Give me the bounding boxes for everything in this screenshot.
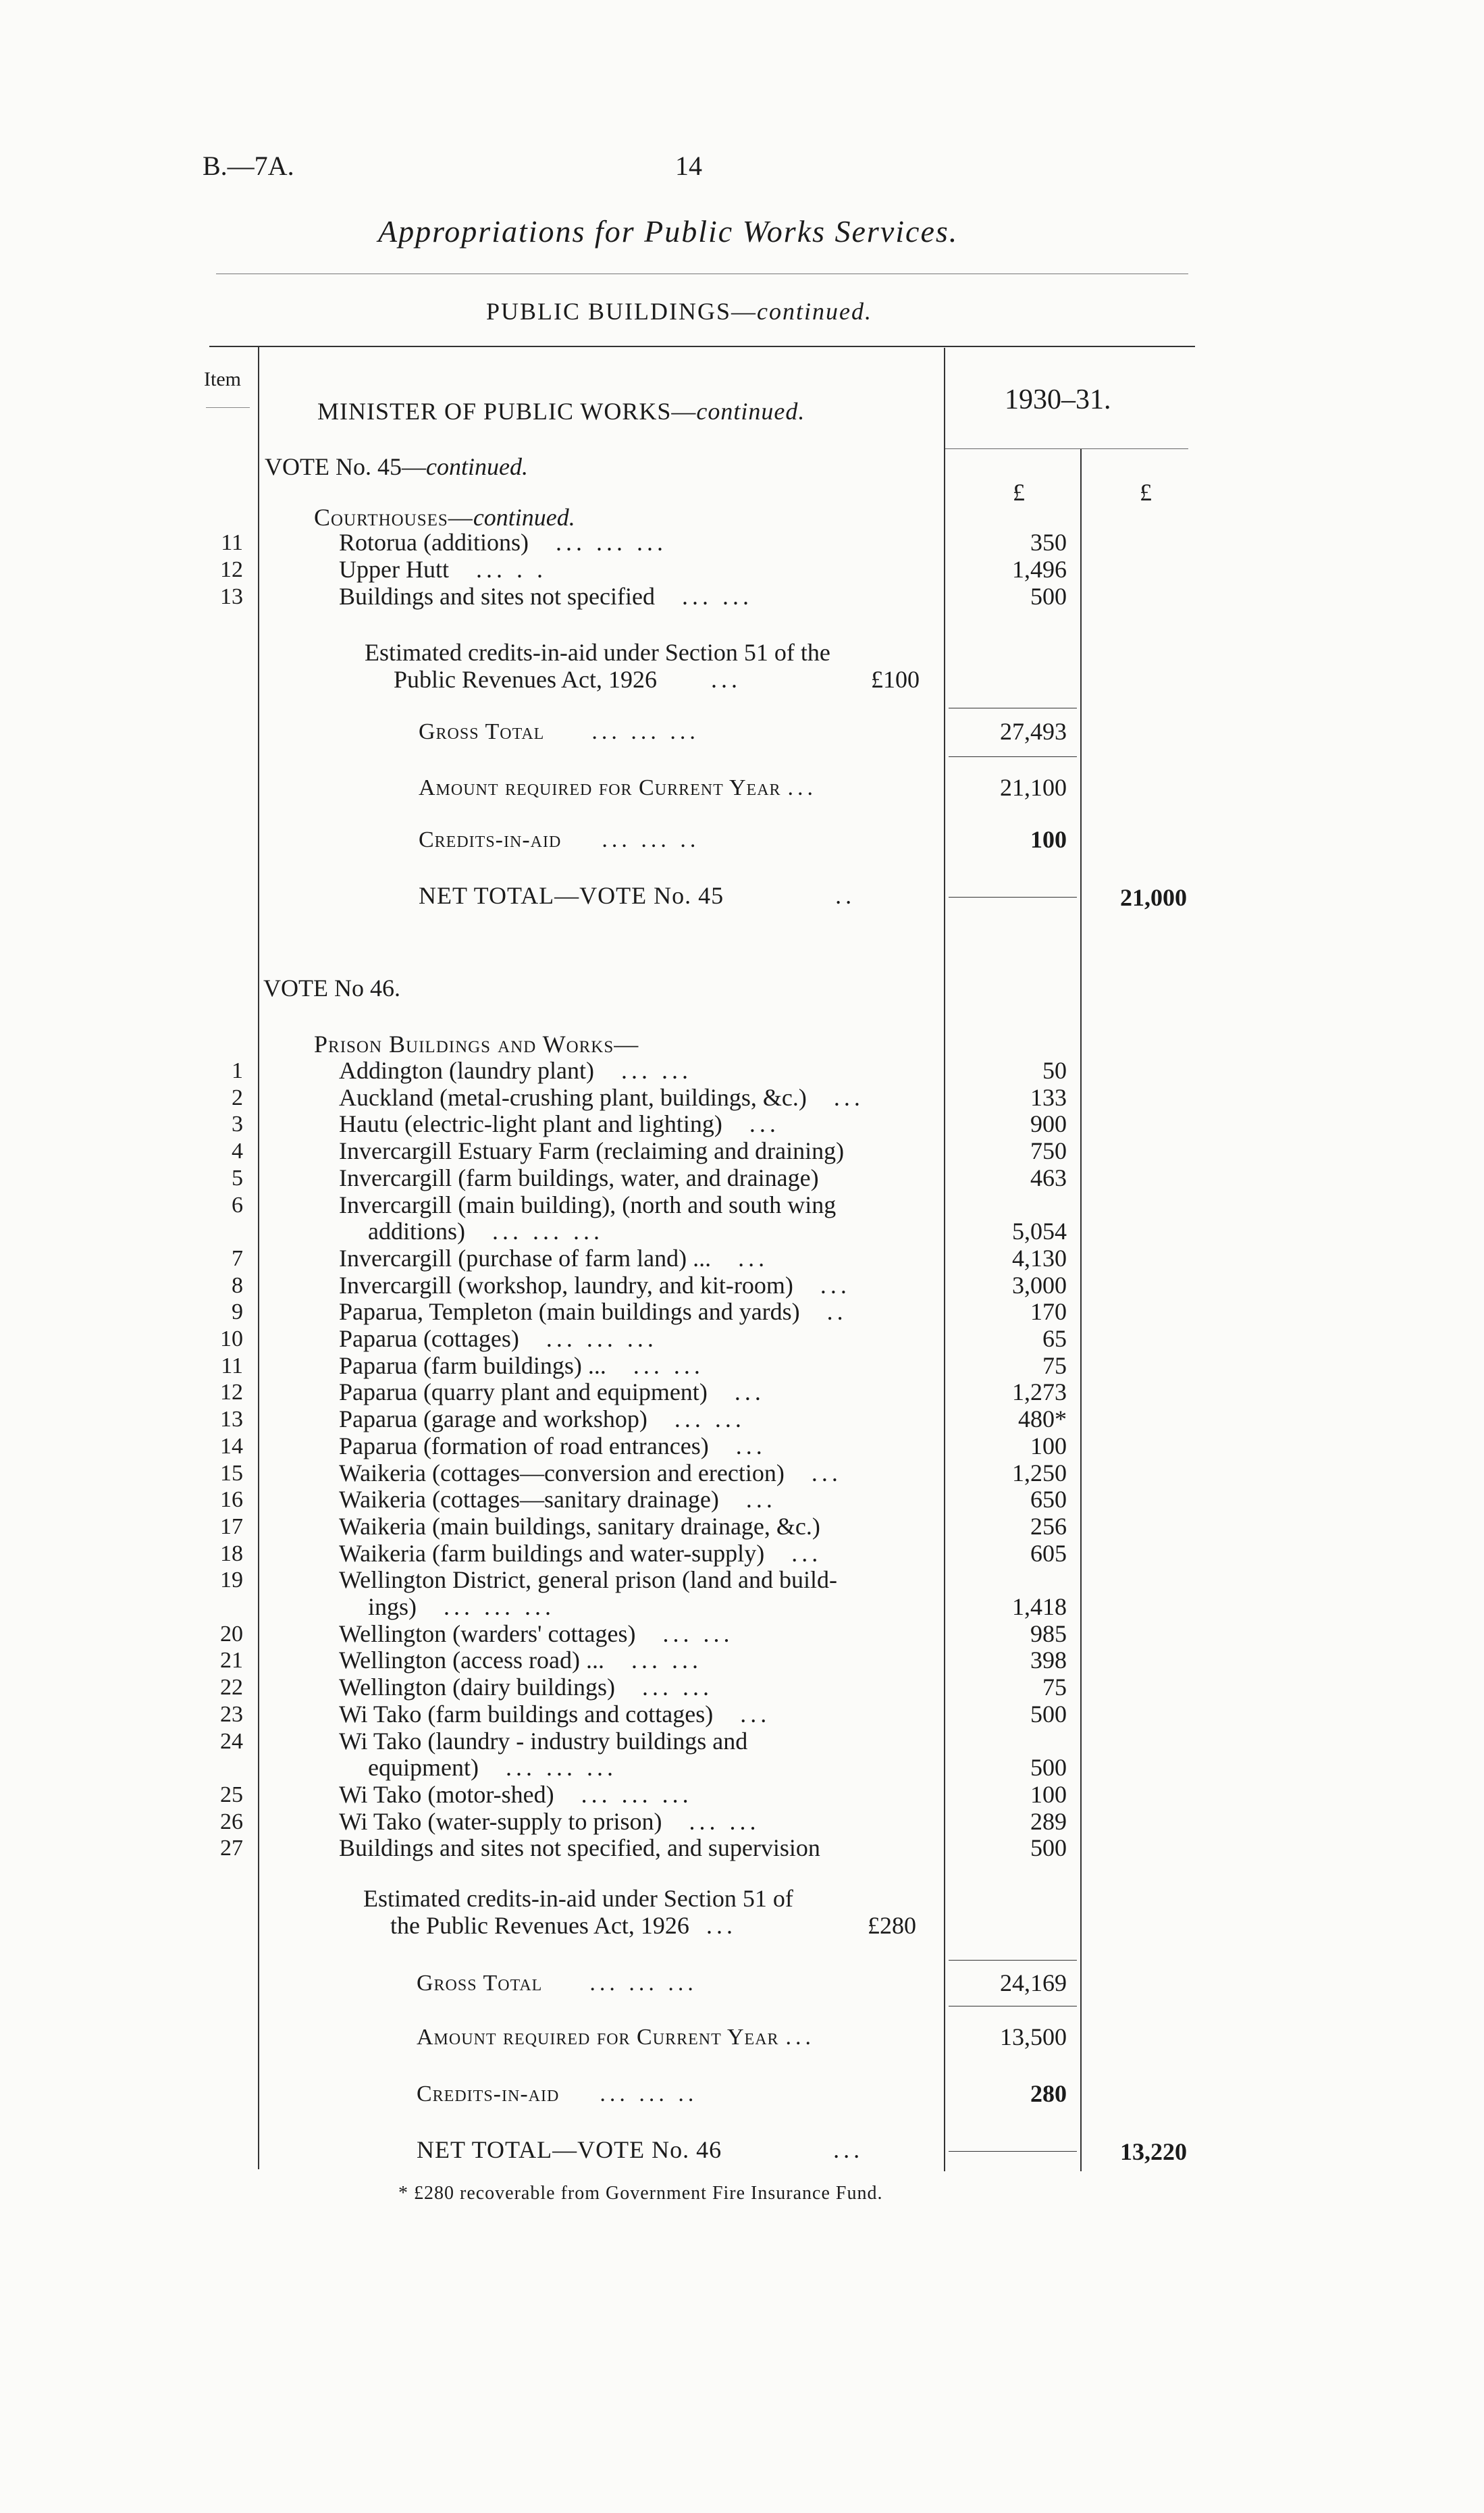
vote46-item-text: Waikeria (main buildings, sanitary drainage, &c.) [339,1512,820,1540]
vote46-item-number: 21 [220,1648,243,1674]
vote46-item-number: 22 [220,1675,243,1701]
vote46-item-dots: ... ... ... [505,1754,617,1782]
vote46-item-dots: ... ... [631,1647,702,1674]
vote45-credits-note-text: Public Revenues Act, 1926 [394,666,657,693]
vote46-item-text: Paparua (quarry plant and equipment) [339,1378,708,1406]
vote46-item-description [339,1646,702,1674]
vote46-item-description [339,1297,847,1326]
vote46-item-description [339,1459,842,1487]
vote46-item-amount: 605 [1030,1539,1067,1567]
vote46-net-amount: 13,220 [1120,2138,1187,2165]
vote46-item-description [339,1137,844,1165]
vote46-item-dots: ... [749,1110,780,1138]
vote46-item-text: Paparua (cottages) [339,1325,519,1352]
vote45-item-amount: 500 [1030,583,1067,610]
vote46-item-amount: 463 [1030,1164,1067,1191]
vote46-item-description [339,1834,820,1862]
vote45-required-amount: 21,100 [1000,774,1067,801]
section-heading [486,297,872,326]
vote46-item-amount: 170 [1030,1298,1067,1326]
vote46-item-number: 9 [232,1299,243,1325]
vote45-item-description [339,582,753,611]
vote46-item-amount: 900 [1030,1110,1067,1138]
table-top-rule [209,346,1195,347]
vote45-item-number: 11 [221,530,243,555]
section-continued: continued. [757,298,872,325]
vote46-item-text: Buildings and sites not specified, and supervision [339,1834,820,1862]
vote46-item-text: Wellington (warders' cottages) [339,1620,636,1647]
vote45-item-dots: ... . . [475,556,547,583]
vote46-item-description [339,1727,747,1755]
vote46-item-description [339,1807,760,1836]
vote46-item-description [339,1485,776,1513]
vote45-item-amount: 350 [1030,529,1067,556]
vote46-item-description [339,1351,704,1380]
vote46-item-description [339,1110,780,1138]
vote46-credits-note-line2 [390,1911,737,1940]
courthouses-subheading [314,503,575,532]
vote46-item-text: Wellington District, general prison (land and build- [339,1566,837,1594]
vote46-item-number: 14 [220,1433,243,1459]
vote45-gross-label [419,719,699,745]
vote45-credits-text: Credits-in-aid [419,827,562,852]
vote46-item-dots: ... ... [633,1351,704,1379]
vote46-item-amount: 289 [1030,1807,1067,1835]
pound-symbol-total: £ [1140,479,1152,506]
vote46-item-dots: ... [811,1459,842,1486]
minister-label: MINISTER OF PUBLIC WORKS— [317,398,697,425]
vote46-item-description [339,1191,836,1219]
vote45-net-text: NET TOTAL—VOTE No. 45 [419,882,724,909]
vote46-item-description [368,1217,604,1245]
vote46-item-number: 15 [220,1460,243,1486]
vote46-item-text: Wi Tako (laundry - industry buildings and [339,1727,748,1755]
vote46-item-dots: ... ... [620,1057,692,1084]
vote45-net-label [419,881,855,910]
vote46-item-dots: ... ... ... [581,1780,693,1808]
vote46-item-amount: 1,273 [1012,1378,1067,1406]
vote46-net-label [417,2135,864,2164]
vote46-item-text: Invercargill (main building), (north and south wing [339,1191,837,1218]
minister-continued: continued. [696,398,805,425]
vote46-item-number: 16 [220,1487,243,1513]
vote45-heading [265,452,528,481]
vote45-credits-dots: ... ... .. [602,827,700,852]
vote46-item-amount: 1,418 [1012,1593,1067,1620]
document-code: B.—7A. [203,151,294,181]
vote46-item-text: ings) [368,1593,417,1620]
vote46-item-amount: 100 [1030,1780,1067,1808]
vote46-item-text: Paparua (formation of road entrances) [339,1432,709,1459]
vote46-item-amount: 65 [1042,1325,1067,1352]
vote46-item-number: 1 [232,1058,243,1083]
item-header-rule [206,407,250,408]
vote46-item-number: 7 [232,1245,243,1271]
vote45-item-dots: ... ... [681,583,753,610]
section-label: PUBLIC BUILDINGS— [486,298,758,325]
item-column-rule [258,346,259,2169]
vote46-item-text: Wi Tako (motor-shed) [339,1780,554,1808]
vote46-item-number: 23 [220,1701,243,1727]
vote46-item-number: 3 [232,1112,243,1137]
vote46-item-amount: 5,054 [1012,1218,1067,1245]
vote46-item-text: Waikeria (cottages—conversion and erection) [339,1459,785,1486]
vote46-item-number: 24 [220,1728,243,1754]
vote46-item-description [339,1565,837,1594]
vote45-continued: continued. [425,453,528,480]
year-rule [945,448,1188,449]
page-title: Appropriations for Public Works Services. [378,214,959,249]
vote46-item-description [339,1512,820,1540]
vote46-credits-text: Credits-in-aid [417,2081,560,2106]
vote46-credits-label [417,2081,697,2107]
vote46-item-description [368,1592,555,1621]
vote45-gross-dots: ... ... ... [591,719,699,744]
vote46-item-number: 25 [220,1782,243,1807]
vote46-item-number: 12 [220,1380,243,1405]
vote46-item-dots: ... [740,1700,771,1728]
vote45-required-text: Amount required for Current Year [419,775,781,800]
total-column-rule [1080,449,1082,2171]
vote46-item-dots: ... ... [662,1620,734,1647]
vote46-item-text: Paparua (garage and workshop) [339,1405,647,1433]
vote46-item-description [339,1244,768,1272]
vote45-item-description [339,528,667,556]
vote46-required-amount: 13,500 [1000,2023,1067,2050]
vote46-item-amount: 50 [1042,1057,1067,1084]
vote45-required-rule [949,756,1077,757]
vote46-item-amount: 650 [1030,1486,1067,1513]
vote45-net-dots: .. [835,882,856,909]
vote46-item-description [339,1780,693,1809]
item-column-header: Item [204,368,241,390]
vote46-item-text: Wi Tako (farm buildings and cottages) [339,1700,714,1728]
prison-works-subheading: Prison Buildings and Works— [314,1031,639,1058]
vote46-item-text: Wellington (dairy buildings) [339,1674,616,1701]
vote46-item-text: Waikeria (farm buildings and water-supply) [339,1539,765,1567]
vote46-item-number: 6 [232,1192,243,1218]
vote46-gross-dots: ... ... ... [589,1971,697,1996]
vote46-item-amount: 480* [1018,1405,1067,1433]
vote46-item-description [339,1271,851,1299]
year-header: 1930–31. [1005,384,1111,415]
vote46-item-number: 27 [220,1836,243,1861]
vote46-net-rule [949,2151,1077,2152]
vote46-item-amount: 398 [1030,1647,1067,1674]
vote46-item-amount: 500 [1030,1754,1067,1782]
vote46-item-text: Hautu (electric-light plant and lighting) [339,1110,722,1138]
vote46-item-amount: 100 [1030,1432,1067,1459]
vote46-gross-text: Gross Total [417,1971,543,1996]
vote45-gross-amount: 27,493 [1000,718,1067,745]
vote46-item-description [339,1620,733,1648]
vote46-item-amount: 4,130 [1012,1244,1067,1272]
vote46-item-dots: ... [791,1539,822,1567]
vote46-item-text: Invercargill (workshop, laundry, and kit-room) [339,1271,793,1299]
vote45-credits-note-dots: ... [710,666,741,693]
vote46-item-amount: 500 [1030,1834,1067,1862]
vote45-item-dots: ... ... ... [555,529,667,556]
vote46-item-dots: ... [745,1486,776,1513]
vote46-item-description [339,1056,692,1085]
vote45-credits-note-amount: £100 [871,666,920,693]
vote46-item-number: 20 [220,1621,243,1647]
footnote: * £280 recoverable from Government Fire Insurance Fund. [398,2183,883,2204]
vote45-net-rule [949,897,1077,898]
vote46-gross-rule [949,1960,1077,1961]
page-number: 14 [675,151,702,181]
vote45-item-number: 12 [220,557,243,582]
pound-symbol-amount: £ [1013,479,1025,506]
vote45-label: VOTE No. 45— [265,453,426,480]
vote46-item-number: 19 [220,1568,243,1593]
vote46-item-description [339,1164,819,1192]
vote46-item-text: Auckland (metal-crushing plant, buildings, &c.) [339,1083,807,1111]
vote46-net-dots: ... [833,2136,864,2163]
vote46-credits-note-line1: Estimated credits-in-aid under Section 51 of [363,1885,793,1912]
vote46-item-number: 26 [220,1809,243,1834]
vote46-item-description [339,1673,713,1701]
vote46-item-description [339,1700,770,1728]
vote46-item-description [368,1753,617,1782]
vote45-gross-text: Gross Total [419,719,545,744]
vote45-required-label [419,775,817,801]
vote46-item-amount: 75 [1042,1674,1067,1701]
vote46-item-dots: ... [820,1271,851,1299]
vote46-item-amount: 750 [1030,1137,1067,1165]
vote46-item-text: Waikeria (cottages—sanitary drainage) [339,1486,719,1513]
vote46-item-number: 17 [220,1513,243,1539]
vote46-item-description [339,1432,766,1460]
vote46-item-amount: 500 [1030,1700,1067,1728]
vote46-item-number: 5 [232,1165,243,1191]
vote45-credits-amount: 100 [1030,826,1067,853]
vote45-credits-note-line2 [394,665,741,694]
vote46-item-dots: ... [734,1378,765,1406]
vote46-item-amount: 256 [1030,1512,1067,1540]
vote46-item-description [339,1324,658,1353]
vote45-required-dots: ... [787,775,818,800]
vote46-item-dots: ... ... ... [444,1593,555,1620]
vote45-item-text: Buildings and sites not specified [339,583,655,610]
minister-heading [317,397,805,425]
vote46-item-description [339,1405,745,1433]
vote46-required-dots: ... [785,2025,816,2050]
vote46-item-dots: ... [833,1083,864,1111]
vote46-required-text: Amount required for Current Year [417,2025,779,2050]
vote45-net-amount: 21,000 [1120,884,1187,911]
vote45-item-text: Upper Hutt [339,556,449,583]
vote45-item-description [339,555,547,584]
vote46-item-text: Invercargill (farm buildings, water, and drainage) [339,1164,819,1191]
vote46-item-dots: ... ... [642,1674,714,1701]
vote46-item-amount: 3,000 [1012,1271,1067,1299]
vote46-item-dots: ... ... ... [546,1325,658,1352]
vote46-credits-dots: ... ... .. [600,2081,698,2106]
vote46-item-text: Addington (laundry plant) [339,1057,594,1084]
vote46-item-text: Wellington (access road) ... [339,1647,604,1674]
vote46-required-label [417,2025,815,2050]
vote45-credits-label [419,827,699,853]
vote46-item-number: 13 [220,1407,243,1432]
vote46-item-amount: 985 [1030,1620,1067,1647]
vote46-credits-note-amount: £280 [868,1912,916,1939]
vote46-credits-note-dots: ... [706,1912,737,1939]
vote46-item-text: Invercargill Estuary Farm (reclaiming and draining) [339,1137,845,1165]
vote46-credits-note-text: the Public Revenues Act, 1926 [390,1912,689,1939]
vote46-item-description [339,1539,822,1568]
vote46-item-text: Paparua (farm buildings) ... [339,1351,606,1379]
vote46-item-number: 2 [232,1085,243,1110]
vote46-gross-label [417,1971,697,1996]
courthouses-continued: continued. [473,504,575,531]
vote46-item-amount: 75 [1042,1351,1067,1379]
vote46-item-amount: 1,250 [1012,1459,1067,1486]
vote46-item-dots: ... ... ... [492,1218,604,1245]
courthouses-label: Courthouses— [314,504,473,531]
vote46-item-number: 8 [232,1272,243,1298]
vote46-item-number: 11 [221,1353,243,1378]
vote46-item-text: Invercargill (purchase of farm land) ... [339,1244,712,1272]
vote46-item-dots: ... [738,1244,769,1272]
vote46-heading: VOTE No 46. [263,975,400,1002]
vote46-item-number: 4 [232,1139,243,1164]
vote46-item-amount: 133 [1030,1083,1067,1111]
vote46-item-description [339,1378,765,1406]
vote46-item-number: 10 [220,1326,243,1351]
vote46-item-dots: ... ... [689,1807,760,1835]
vote45-credits-note-line1: Estimated credits-in-aid under Section 51 of the [365,639,830,666]
vote45-item-number: 13 [220,584,243,609]
vote46-item-dots: .. [826,1298,847,1326]
vote45-item-text: Rotorua (additions) [339,529,529,556]
vote46-credits-amount: 280 [1030,2080,1067,2107]
vote46-item-text: Wi Tako (water-supply to prison) [339,1807,662,1835]
vote45-item-amount: 1,496 [1012,556,1067,583]
vote46-net-text: NET TOTAL—VOTE No. 46 [417,2136,722,2163]
vote46-item-text: Paparua, Templeton (main buildings and yards) [339,1298,800,1326]
vote46-item-number: 18 [220,1540,243,1566]
vote46-item-description [339,1083,864,1112]
vote46-item-text: equipment) [368,1754,479,1782]
vote46-item-dots: ... ... [674,1405,745,1433]
vote46-item-text: additions) [368,1218,465,1245]
vote46-item-dots: ... [735,1432,766,1459]
vote46-gross-amount: 24,169 [1000,1969,1067,1996]
